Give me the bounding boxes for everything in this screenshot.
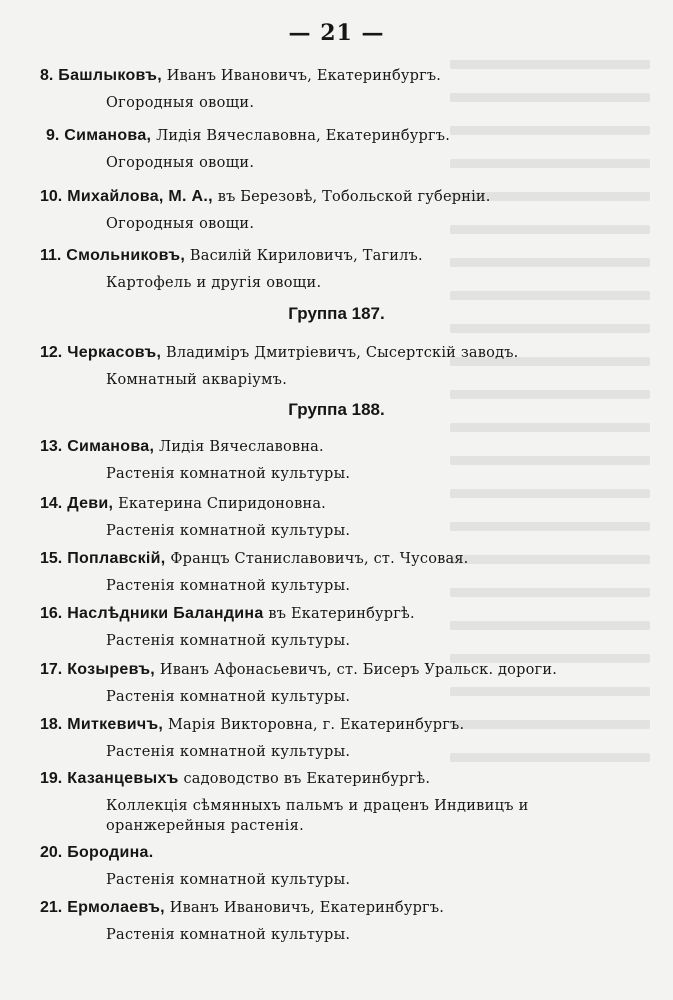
list-item [40, 715, 640, 762]
exhibitor-details: садоводство въ Екатеринбургѣ. [178, 771, 431, 787]
entry-number: 14. [40, 495, 63, 512]
list-item [40, 437, 640, 484]
exhibit-description: Коллекція сѣмянныхъ пальмъ и драценъ Индивицъ и оранжерейныя растенія. [106, 798, 529, 834]
exhibit-description: Растенія комнатной культуры. [106, 633, 351, 649]
exhibit-description: Растенія комнатной культуры. [106, 523, 351, 539]
exhibitor-name: Миткевичъ, [67, 716, 164, 733]
list-item [40, 343, 640, 390]
exhibitor-name: Черкасовъ, [67, 344, 162, 361]
list-item [40, 604, 640, 651]
entry-number: 10. [40, 188, 63, 205]
exhibit-description: Картофель и другія овощи. [106, 275, 322, 291]
exhibitor-details: Лидія Вячеславовна. [154, 439, 324, 455]
page-number: — 21 — [288, 20, 385, 46]
exhibitor-details: Францъ Станиславовичъ, ст. Чусовая. [165, 551, 469, 567]
exhibitor-details: Иванъ Афонасьевичъ, ст. Бисеръ Уральск. дороги. [155, 662, 557, 678]
exhibitor-name: Бородина. [67, 844, 154, 861]
exhibit-description: Растенія комнатной культуры. [106, 466, 351, 482]
exhibitor-details: Василій Кириловичъ, Тагилъ. [185, 248, 423, 264]
exhibit-description: Растенія комнатной культуры. [106, 578, 351, 594]
exhibitor-details: въ Березовѣ, Тобольской губерніи. [212, 189, 491, 205]
exhibitor-name: Поплавскій, [67, 550, 166, 567]
exhibit-description: Огородныя овощи. [106, 95, 255, 111]
entry-number: 18. [40, 716, 63, 733]
exhibit-description: Огородныя овощи. [106, 216, 255, 232]
exhibitor-name: Симанова, [67, 438, 155, 455]
exhibit-description: Растенія комнатной культуры. [106, 872, 351, 888]
list-item [40, 66, 640, 113]
entry-number: 19. [40, 770, 63, 787]
entry-number: 13. [40, 438, 63, 455]
entry-number: 9. [46, 127, 60, 144]
entry-number: 20. [40, 844, 63, 861]
exhibitor-name: Ермолаевъ, [67, 899, 165, 916]
entry-number: 8. [40, 67, 54, 84]
exhibit-description: Растенія комнатной культуры. [106, 689, 351, 705]
entry-number: 17. [40, 661, 63, 678]
exhibitor-name: Башлыковъ, [58, 67, 162, 84]
exhibit-description: Огородныя овощи. [106, 155, 255, 171]
exhibitor-details: Владиміръ Дмитріевичъ, Сысертскій заводъ. [161, 345, 519, 361]
exhibitor-name: Смольниковъ, [66, 247, 186, 264]
exhibitor-details: Лидія Вячеславовна, Екатеринбургъ. [151, 128, 451, 144]
group-heading: Группа 188. [288, 400, 385, 419]
exhibit-description: Растенія комнатной культуры. [106, 744, 351, 760]
entry-number: 16. [40, 605, 63, 622]
exhibitor-name: Наслѣдники Баландина [67, 605, 264, 622]
exhibitor-details: Марія Викторовна, г. Екатеринбургъ. [163, 717, 465, 733]
exhibitor-name: Деви, [67, 495, 114, 512]
list-item [46, 126, 646, 173]
list-item [40, 246, 640, 293]
exhibitor-details: Екатерина Спиридоновна. [113, 496, 326, 512]
list-item [40, 494, 640, 541]
list-item [40, 549, 640, 596]
group-heading: Группа 187. [288, 304, 385, 323]
list-item [40, 769, 640, 836]
exhibitor-details: въ Екатеринбургѣ. [263, 606, 415, 622]
entry-number: 12. [40, 344, 63, 361]
exhibitor-details: Иванъ Ивановичъ, Екатеринбургъ. [161, 68, 442, 84]
list-item [40, 843, 640, 890]
exhibitor-name: Михайлова, М. А., [67, 188, 213, 205]
entry-number: 15. [40, 550, 63, 567]
exhibitor-name: Козыревъ, [67, 661, 156, 678]
list-item [40, 187, 640, 234]
exhibit-description: Комнатный акваріумъ. [106, 372, 288, 388]
exhibitor-details: Иванъ Ивановичъ, Екатеринбургъ. [164, 900, 445, 916]
entry-number: 21. [40, 899, 63, 916]
exhibitor-name: Симанова, [64, 127, 152, 144]
list-item [40, 898, 640, 945]
exhibitor-name: Казанцевыхъ [67, 770, 179, 787]
entry-number: 11. [40, 247, 62, 264]
exhibit-description: Растенія комнатной культуры. [106, 927, 351, 943]
list-item [40, 660, 640, 707]
